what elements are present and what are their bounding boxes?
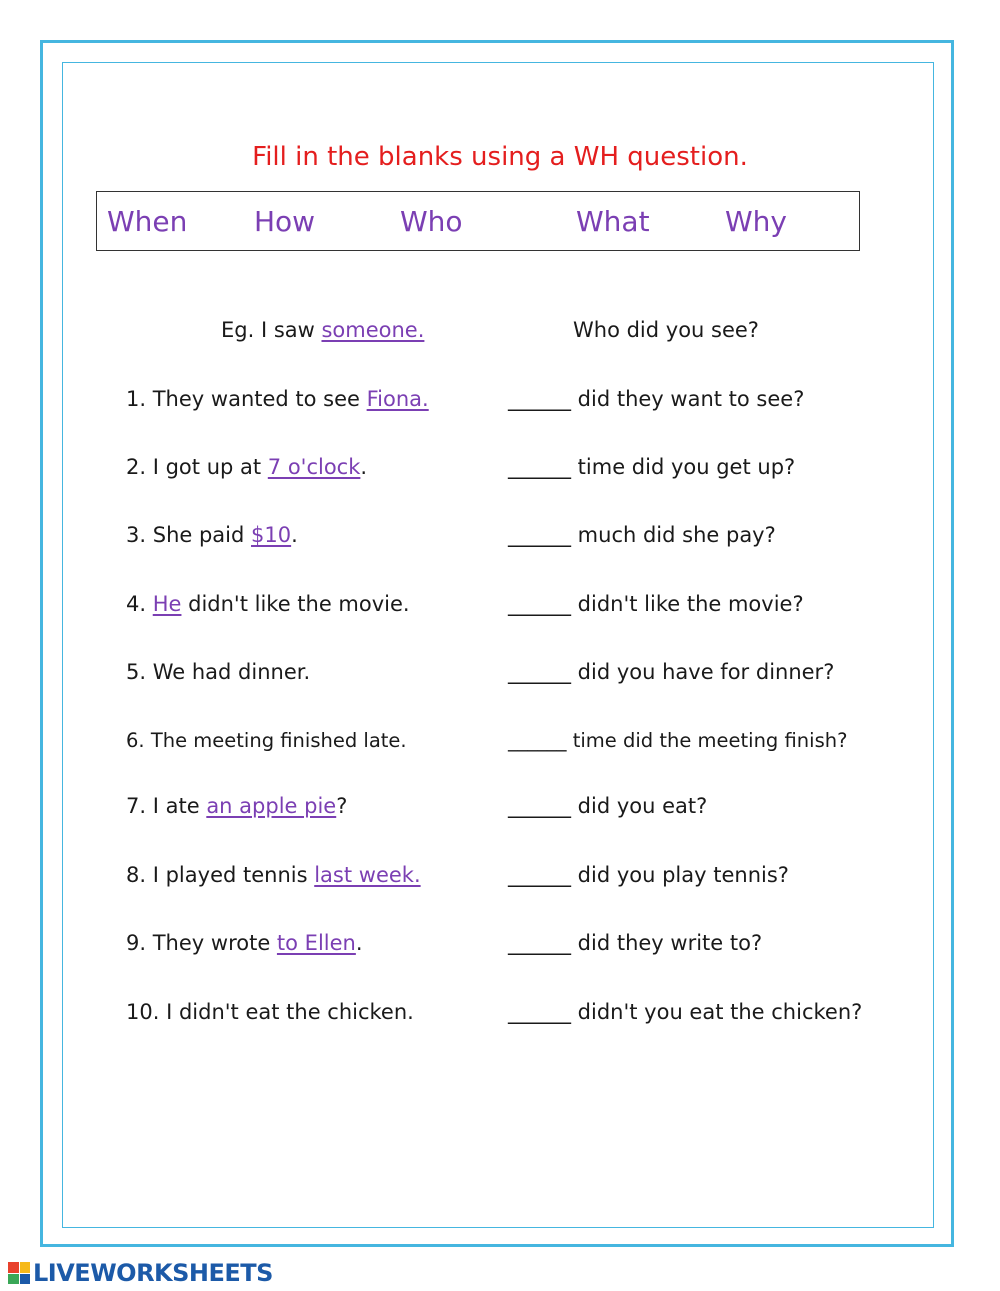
question-text: didn't you eat the chicken? — [571, 1000, 863, 1024]
question — [508, 590, 804, 618]
statement — [126, 861, 421, 889]
item-number: 10. — [126, 1000, 160, 1024]
liveworksheets-logo — [8, 1258, 273, 1288]
question-text: time did the meeting finish? — [566, 729, 848, 752]
statement — [126, 385, 429, 413]
statement-prefix: I played tennis — [152, 863, 315, 887]
answer-blank[interactable]: ______ — [508, 1000, 571, 1024]
statement-prefix: She paid — [152, 523, 252, 547]
statement-suffix: ? — [336, 794, 348, 818]
question-text: time did you get up? — [571, 455, 796, 479]
statement-highlight: last week. — [314, 863, 421, 887]
word-bank-item: Why — [725, 205, 788, 238]
statement-highlight: Fiona. — [366, 387, 429, 411]
item-number: 2. — [126, 455, 147, 479]
statement-highlight: 7 o'clock — [267, 455, 361, 479]
worksheet-title: Fill in the blanks using a WH question. — [252, 142, 748, 172]
question — [508, 792, 707, 820]
word-bank-item: When — [107, 205, 188, 238]
question — [508, 385, 804, 413]
statement-suffix: . — [355, 931, 363, 955]
question — [508, 521, 776, 549]
example-highlight: someone. — [321, 318, 425, 342]
answer-blank[interactable]: ______ — [508, 660, 571, 684]
question — [508, 727, 847, 755]
statement-prefix: They wrote — [152, 931, 277, 955]
statement-suffix: . — [360, 455, 368, 479]
question — [508, 658, 834, 686]
word-bank — [96, 191, 860, 251]
logo-square — [20, 1262, 31, 1273]
question-text: did they want to see? — [571, 387, 805, 411]
logo-square — [20, 1274, 31, 1285]
statement-prefix: I didn't eat the chicken. — [166, 1000, 414, 1024]
example-sentence — [221, 316, 424, 344]
statement-highlight: to Ellen — [276, 931, 356, 955]
item-number: 3. — [126, 523, 147, 547]
answer-blank[interactable]: ______ — [508, 794, 571, 818]
logo-icon — [8, 1262, 30, 1284]
logo-text: LIVEWORKSHEETS — [33, 1259, 273, 1287]
answer-blank[interactable]: ______ — [508, 863, 571, 887]
answer-blank[interactable]: ______ — [508, 455, 571, 479]
answer-blank[interactable]: ______ — [508, 387, 571, 411]
statement — [126, 929, 363, 957]
question-text: much did she pay? — [571, 523, 776, 547]
statement — [126, 998, 414, 1026]
statement-prefix: We had dinner. — [152, 660, 311, 684]
question — [508, 929, 762, 957]
statement-prefix: The meeting finished late. — [150, 729, 407, 752]
statement — [126, 792, 347, 820]
logo-square — [8, 1262, 19, 1273]
example-answer: Who did you see? — [573, 318, 759, 342]
example-prefix: Eg. I saw — [221, 318, 322, 342]
statement-suffix: didn't like the movie. — [181, 592, 410, 616]
question-text: did you have for dinner? — [571, 660, 835, 684]
statement — [126, 590, 410, 618]
item-number: 8. — [126, 863, 147, 887]
item-number: 9. — [126, 931, 147, 955]
answer-blank[interactable]: ______ — [508, 523, 571, 547]
statement — [126, 521, 298, 549]
answer-blank[interactable]: ______ — [508, 729, 567, 752]
logo-square — [8, 1274, 19, 1285]
word-bank-item: How — [254, 205, 316, 238]
question-text: did you play tennis? — [571, 863, 789, 887]
statement — [126, 727, 407, 755]
question-text: did they write to? — [571, 931, 763, 955]
word-bank-item: Who — [400, 205, 463, 238]
question — [508, 861, 789, 889]
item-number: 6. — [126, 729, 145, 752]
item-number: 1. — [126, 387, 147, 411]
answer-blank[interactable]: ______ — [508, 931, 571, 955]
question — [508, 998, 862, 1026]
statement-highlight: $10 — [251, 523, 292, 547]
statement-suffix: . — [291, 523, 298, 547]
question — [508, 453, 795, 481]
question-text: didn't like the movie? — [571, 592, 804, 616]
statement-prefix: I got up at — [152, 455, 268, 479]
question-text: did you eat? — [571, 794, 708, 818]
word-bank-item: What — [576, 205, 650, 238]
item-number: 5. — [126, 660, 147, 684]
statement-prefix: They wanted to see — [152, 387, 367, 411]
statement-highlight: He — [152, 592, 182, 616]
answer-blank[interactable]: ______ — [508, 592, 571, 616]
statement — [126, 658, 310, 686]
statement-highlight: an apple pie — [206, 794, 337, 818]
statement — [126, 453, 367, 481]
item-number: 7. — [126, 794, 147, 818]
statement-prefix: I ate — [152, 794, 207, 818]
item-number: 4. — [126, 592, 147, 616]
